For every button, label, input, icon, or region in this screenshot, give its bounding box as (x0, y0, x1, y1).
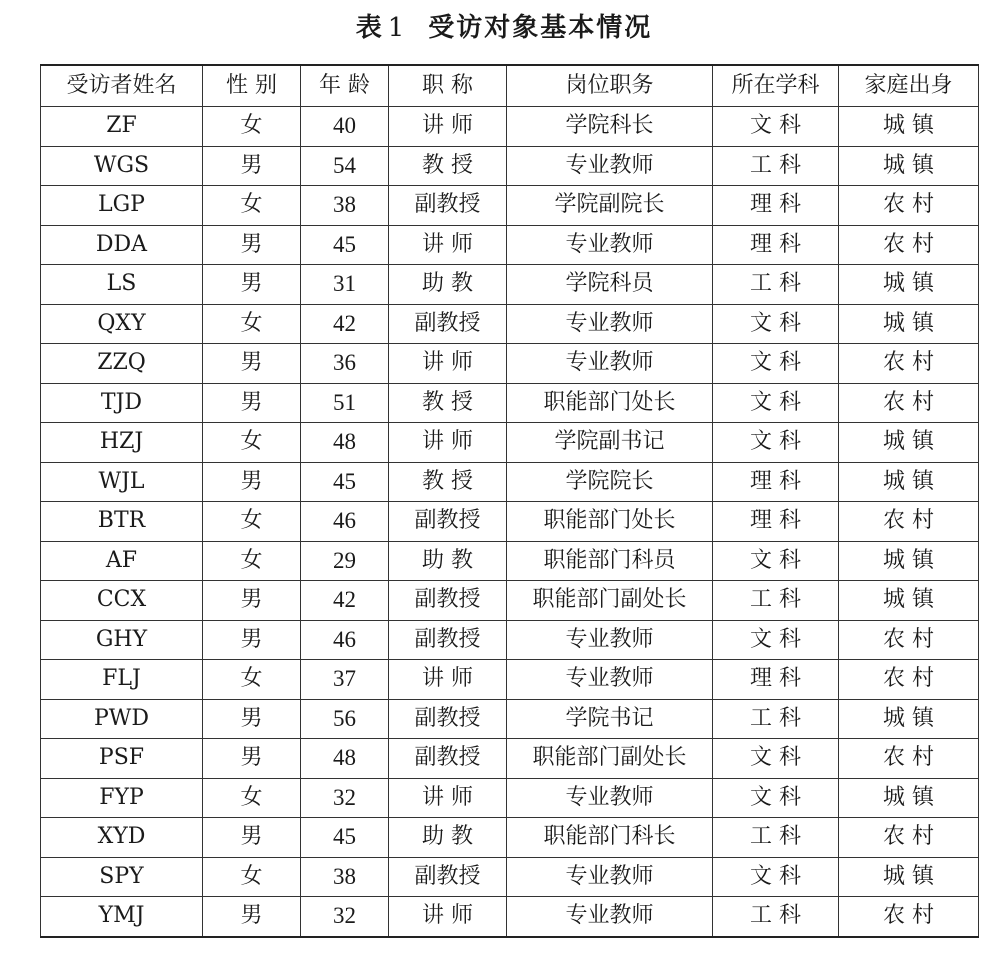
cell-discipline: 文 科 (713, 107, 839, 147)
cell-title: 副教授 (389, 857, 507, 897)
cell-discipline: 理 科 (713, 502, 839, 542)
cell-title: 副教授 (389, 502, 507, 542)
cell-name: FYP (41, 778, 203, 818)
cell-gender: 女 (203, 304, 301, 344)
cell-name: LGP (41, 186, 203, 226)
cell-gender: 男 (203, 739, 301, 779)
cell-origin: 城 镇 (839, 107, 979, 147)
cell-position: 学院院长 (507, 462, 713, 502)
cell-discipline: 工 科 (713, 265, 839, 305)
cell-origin: 农 村 (839, 344, 979, 384)
table-row (41, 897, 979, 937)
cell-title: 副教授 (389, 581, 507, 621)
cell-gender: 女 (203, 423, 301, 463)
table-row (41, 660, 979, 700)
cell-discipline: 文 科 (713, 423, 839, 463)
cell-origin: 农 村 (839, 225, 979, 265)
cell-position: 学院副院长 (507, 186, 713, 226)
cell-position: 专业教师 (507, 146, 713, 186)
cell-name: YMJ (41, 897, 203, 937)
table-row (41, 818, 979, 858)
cell-title: 讲 师 (389, 660, 507, 700)
cell-discipline: 文 科 (713, 541, 839, 581)
cell-position: 专业教师 (507, 778, 713, 818)
cell-title: 讲 师 (389, 107, 507, 147)
cell-title: 讲 师 (389, 778, 507, 818)
cell-discipline: 文 科 (713, 620, 839, 660)
table-row (41, 620, 979, 660)
cell-age: 32 (301, 897, 389, 937)
table-title-prefix: 表 (355, 13, 384, 43)
header-cell-discipline: 所在学科 (713, 65, 839, 107)
cell-position: 学院科长 (507, 107, 713, 147)
cell-position: 职能部门科员 (507, 541, 713, 581)
cell-age: 40 (301, 107, 389, 147)
cell-title: 副教授 (389, 186, 507, 226)
cell-gender: 男 (203, 462, 301, 502)
cell-position: 职能部门处长 (507, 383, 713, 423)
header-cell-age: 年 龄 (301, 65, 389, 107)
respondents-table (40, 64, 979, 938)
table-row (41, 502, 979, 542)
cell-name: FLJ (41, 660, 203, 700)
cell-age: 45 (301, 462, 389, 502)
cell-position: 职能部门副处长 (507, 581, 713, 621)
cell-name: QXY (41, 304, 203, 344)
cell-title: 副教授 (389, 304, 507, 344)
table-row (41, 265, 979, 305)
cell-origin: 农 村 (839, 502, 979, 542)
cell-age: 38 (301, 857, 389, 897)
cell-discipline: 理 科 (713, 660, 839, 700)
table-row (41, 344, 979, 384)
cell-gender: 男 (203, 344, 301, 384)
cell-title: 助 教 (389, 541, 507, 581)
table-body (41, 107, 979, 937)
table-row (41, 462, 979, 502)
cell-name: ZZQ (41, 344, 203, 384)
cell-title: 教 授 (389, 462, 507, 502)
cell-gender: 男 (203, 581, 301, 621)
cell-gender: 男 (203, 897, 301, 937)
cell-name: CCX (41, 581, 203, 621)
cell-origin: 城 镇 (839, 857, 979, 897)
cell-origin: 农 村 (839, 818, 979, 858)
cell-position: 职能部门处长 (507, 502, 713, 542)
cell-position: 专业教师 (507, 660, 713, 700)
cell-position: 专业教师 (507, 304, 713, 344)
cell-origin: 城 镇 (839, 778, 979, 818)
cell-origin: 城 镇 (839, 699, 979, 739)
cell-age: 48 (301, 739, 389, 779)
cell-origin: 农 村 (839, 897, 979, 937)
table-row (41, 857, 979, 897)
cell-discipline: 工 科 (713, 699, 839, 739)
cell-age: 48 (301, 423, 389, 463)
cell-age: 38 (301, 186, 389, 226)
table-title-text: 受访对象基本情况 (428, 13, 653, 43)
cell-position: 职能部门科长 (507, 818, 713, 858)
header-cell-origin: 家庭出身 (839, 65, 979, 107)
table-row (41, 146, 979, 186)
table-title (0, 6, 1008, 50)
cell-title: 助 教 (389, 818, 507, 858)
cell-name: WGS (41, 146, 203, 186)
cell-name: ZF (41, 107, 203, 147)
cell-title: 讲 师 (389, 225, 507, 265)
cell-name: PWD (41, 699, 203, 739)
cell-name: GHY (41, 620, 203, 660)
cell-title: 副教授 (389, 699, 507, 739)
table-row (41, 699, 979, 739)
cell-discipline: 理 科 (713, 225, 839, 265)
cell-gender: 男 (203, 225, 301, 265)
cell-age: 36 (301, 344, 389, 384)
cell-origin: 城 镇 (839, 423, 979, 463)
table-row (41, 541, 979, 581)
cell-origin: 农 村 (839, 186, 979, 226)
cell-name: PSF (41, 739, 203, 779)
cell-gender: 女 (203, 541, 301, 581)
cell-gender: 男 (203, 146, 301, 186)
cell-gender: 男 (203, 699, 301, 739)
cell-position: 专业教师 (507, 897, 713, 937)
cell-position: 专业教师 (507, 225, 713, 265)
cell-age: 46 (301, 502, 389, 542)
cell-name: AF (41, 541, 203, 581)
table-row (41, 581, 979, 621)
header-cell-name: 受访者姓名 (41, 65, 203, 107)
cell-name: XYD (41, 818, 203, 858)
cell-discipline: 工 科 (713, 818, 839, 858)
cell-title: 教 授 (389, 146, 507, 186)
cell-origin: 城 镇 (839, 304, 979, 344)
cell-age: 37 (301, 660, 389, 700)
cell-discipline: 文 科 (713, 778, 839, 818)
cell-age: 56 (301, 699, 389, 739)
cell-age: 45 (301, 225, 389, 265)
cell-position: 学院科员 (507, 265, 713, 305)
cell-origin: 农 村 (839, 620, 979, 660)
cell-gender: 女 (203, 107, 301, 147)
cell-gender: 女 (203, 502, 301, 542)
cell-title: 助 教 (389, 265, 507, 305)
cell-gender: 女 (203, 186, 301, 226)
cell-discipline: 工 科 (713, 146, 839, 186)
cell-age: 42 (301, 304, 389, 344)
cell-origin: 城 镇 (839, 265, 979, 305)
cell-title: 教 授 (389, 383, 507, 423)
cell-discipline: 工 科 (713, 581, 839, 621)
cell-name: TJD (41, 383, 203, 423)
table-row (41, 423, 979, 463)
cell-name: WJL (41, 462, 203, 502)
cell-name: HZJ (41, 423, 203, 463)
cell-title: 讲 师 (389, 344, 507, 384)
table-row (41, 778, 979, 818)
cell-position: 学院副书记 (507, 423, 713, 463)
cell-position: 职能部门副处长 (507, 739, 713, 779)
cell-title: 副教授 (389, 620, 507, 660)
table-row (41, 739, 979, 779)
cell-title: 讲 师 (389, 423, 507, 463)
cell-gender: 男 (203, 265, 301, 305)
cell-discipline: 理 科 (713, 462, 839, 502)
cell-gender: 男 (203, 818, 301, 858)
cell-discipline: 文 科 (713, 739, 839, 779)
cell-origin: 城 镇 (839, 146, 979, 186)
table-row (41, 383, 979, 423)
cell-origin: 农 村 (839, 383, 979, 423)
header-cell-gender: 性 别 (203, 65, 301, 107)
cell-age: 51 (301, 383, 389, 423)
cell-discipline: 文 科 (713, 857, 839, 897)
cell-discipline: 文 科 (713, 304, 839, 344)
cell-position: 专业教师 (507, 857, 713, 897)
cell-origin: 城 镇 (839, 462, 979, 502)
cell-gender: 男 (203, 383, 301, 423)
cell-position: 专业教师 (507, 344, 713, 384)
cell-age: 46 (301, 620, 389, 660)
cell-gender: 男 (203, 620, 301, 660)
table-row (41, 107, 979, 147)
cell-gender: 女 (203, 660, 301, 700)
cell-discipline: 工 科 (713, 897, 839, 937)
header-cell-position: 岗位职务 (507, 65, 713, 107)
cell-age: 31 (301, 265, 389, 305)
cell-position: 专业教师 (507, 620, 713, 660)
cell-discipline: 文 科 (713, 383, 839, 423)
cell-gender: 女 (203, 857, 301, 897)
cell-name: SPY (41, 857, 203, 897)
cell-name: BTR (41, 502, 203, 542)
cell-origin: 城 镇 (839, 581, 979, 621)
cell-name: LS (41, 265, 203, 305)
cell-title: 副教授 (389, 739, 507, 779)
cell-origin: 农 村 (839, 739, 979, 779)
cell-title: 讲 师 (389, 897, 507, 937)
cell-age: 45 (301, 818, 389, 858)
cell-origin: 农 村 (839, 660, 979, 700)
table-title-number: 1 (387, 13, 407, 43)
cell-age: 32 (301, 778, 389, 818)
cell-position: 学院书记 (507, 699, 713, 739)
cell-discipline: 理 科 (713, 186, 839, 226)
table-row (41, 186, 979, 226)
cell-discipline: 文 科 (713, 344, 839, 384)
header-cell-title: 职 称 (389, 65, 507, 107)
cell-origin: 城 镇 (839, 541, 979, 581)
table-header-row (41, 65, 979, 107)
cell-age: 54 (301, 146, 389, 186)
table-row (41, 225, 979, 265)
cell-gender: 女 (203, 778, 301, 818)
cell-age: 29 (301, 541, 389, 581)
cell-name: DDA (41, 225, 203, 265)
table-row (41, 304, 979, 344)
cell-age: 42 (301, 581, 389, 621)
